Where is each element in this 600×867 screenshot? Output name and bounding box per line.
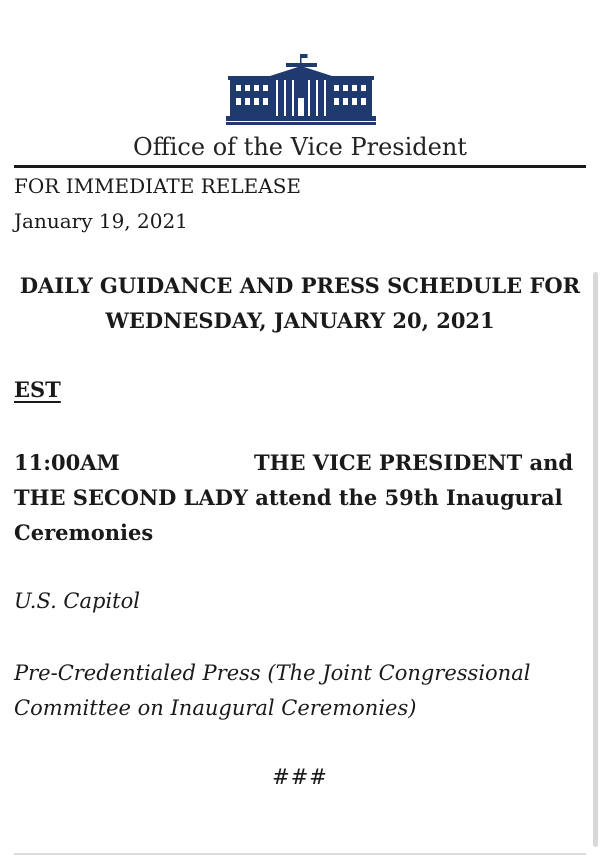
office-title: Office of the Vice President bbox=[133, 133, 467, 161]
event-description: THE VICE PRESIDENT and THE SECOND LADY attend the 59th Inaugural Ceremonies bbox=[14, 450, 574, 545]
event-location: U.S. Capitol bbox=[14, 589, 140, 613]
release-label: FOR IMMEDIATE RELEASE bbox=[14, 174, 302, 198]
title-line-1: DAILY GUIDANCE AND PRESS SCHEDULE FOR bbox=[19, 273, 581, 298]
white-house-icon bbox=[226, 54, 376, 126]
press-coverage: Pre-Credentialed Press (The Joint Congressional Committee on Inaugural Ceremonies) bbox=[14, 661, 531, 720]
header-divider bbox=[14, 165, 586, 168]
release-date: January 19, 2021 bbox=[14, 209, 188, 233]
event-time: 11:00AM bbox=[14, 450, 120, 475]
schedule-entry bbox=[14, 445, 574, 550]
timezone-label: EST bbox=[14, 377, 61, 402]
scrollbar[interactable] bbox=[593, 272, 598, 847]
title-line-2: WEDNESDAY, JANUARY 20, 2021 bbox=[105, 308, 495, 333]
footer-divider bbox=[14, 853, 586, 855]
end-mark: ### bbox=[272, 765, 328, 789]
page-title bbox=[0, 268, 600, 338]
